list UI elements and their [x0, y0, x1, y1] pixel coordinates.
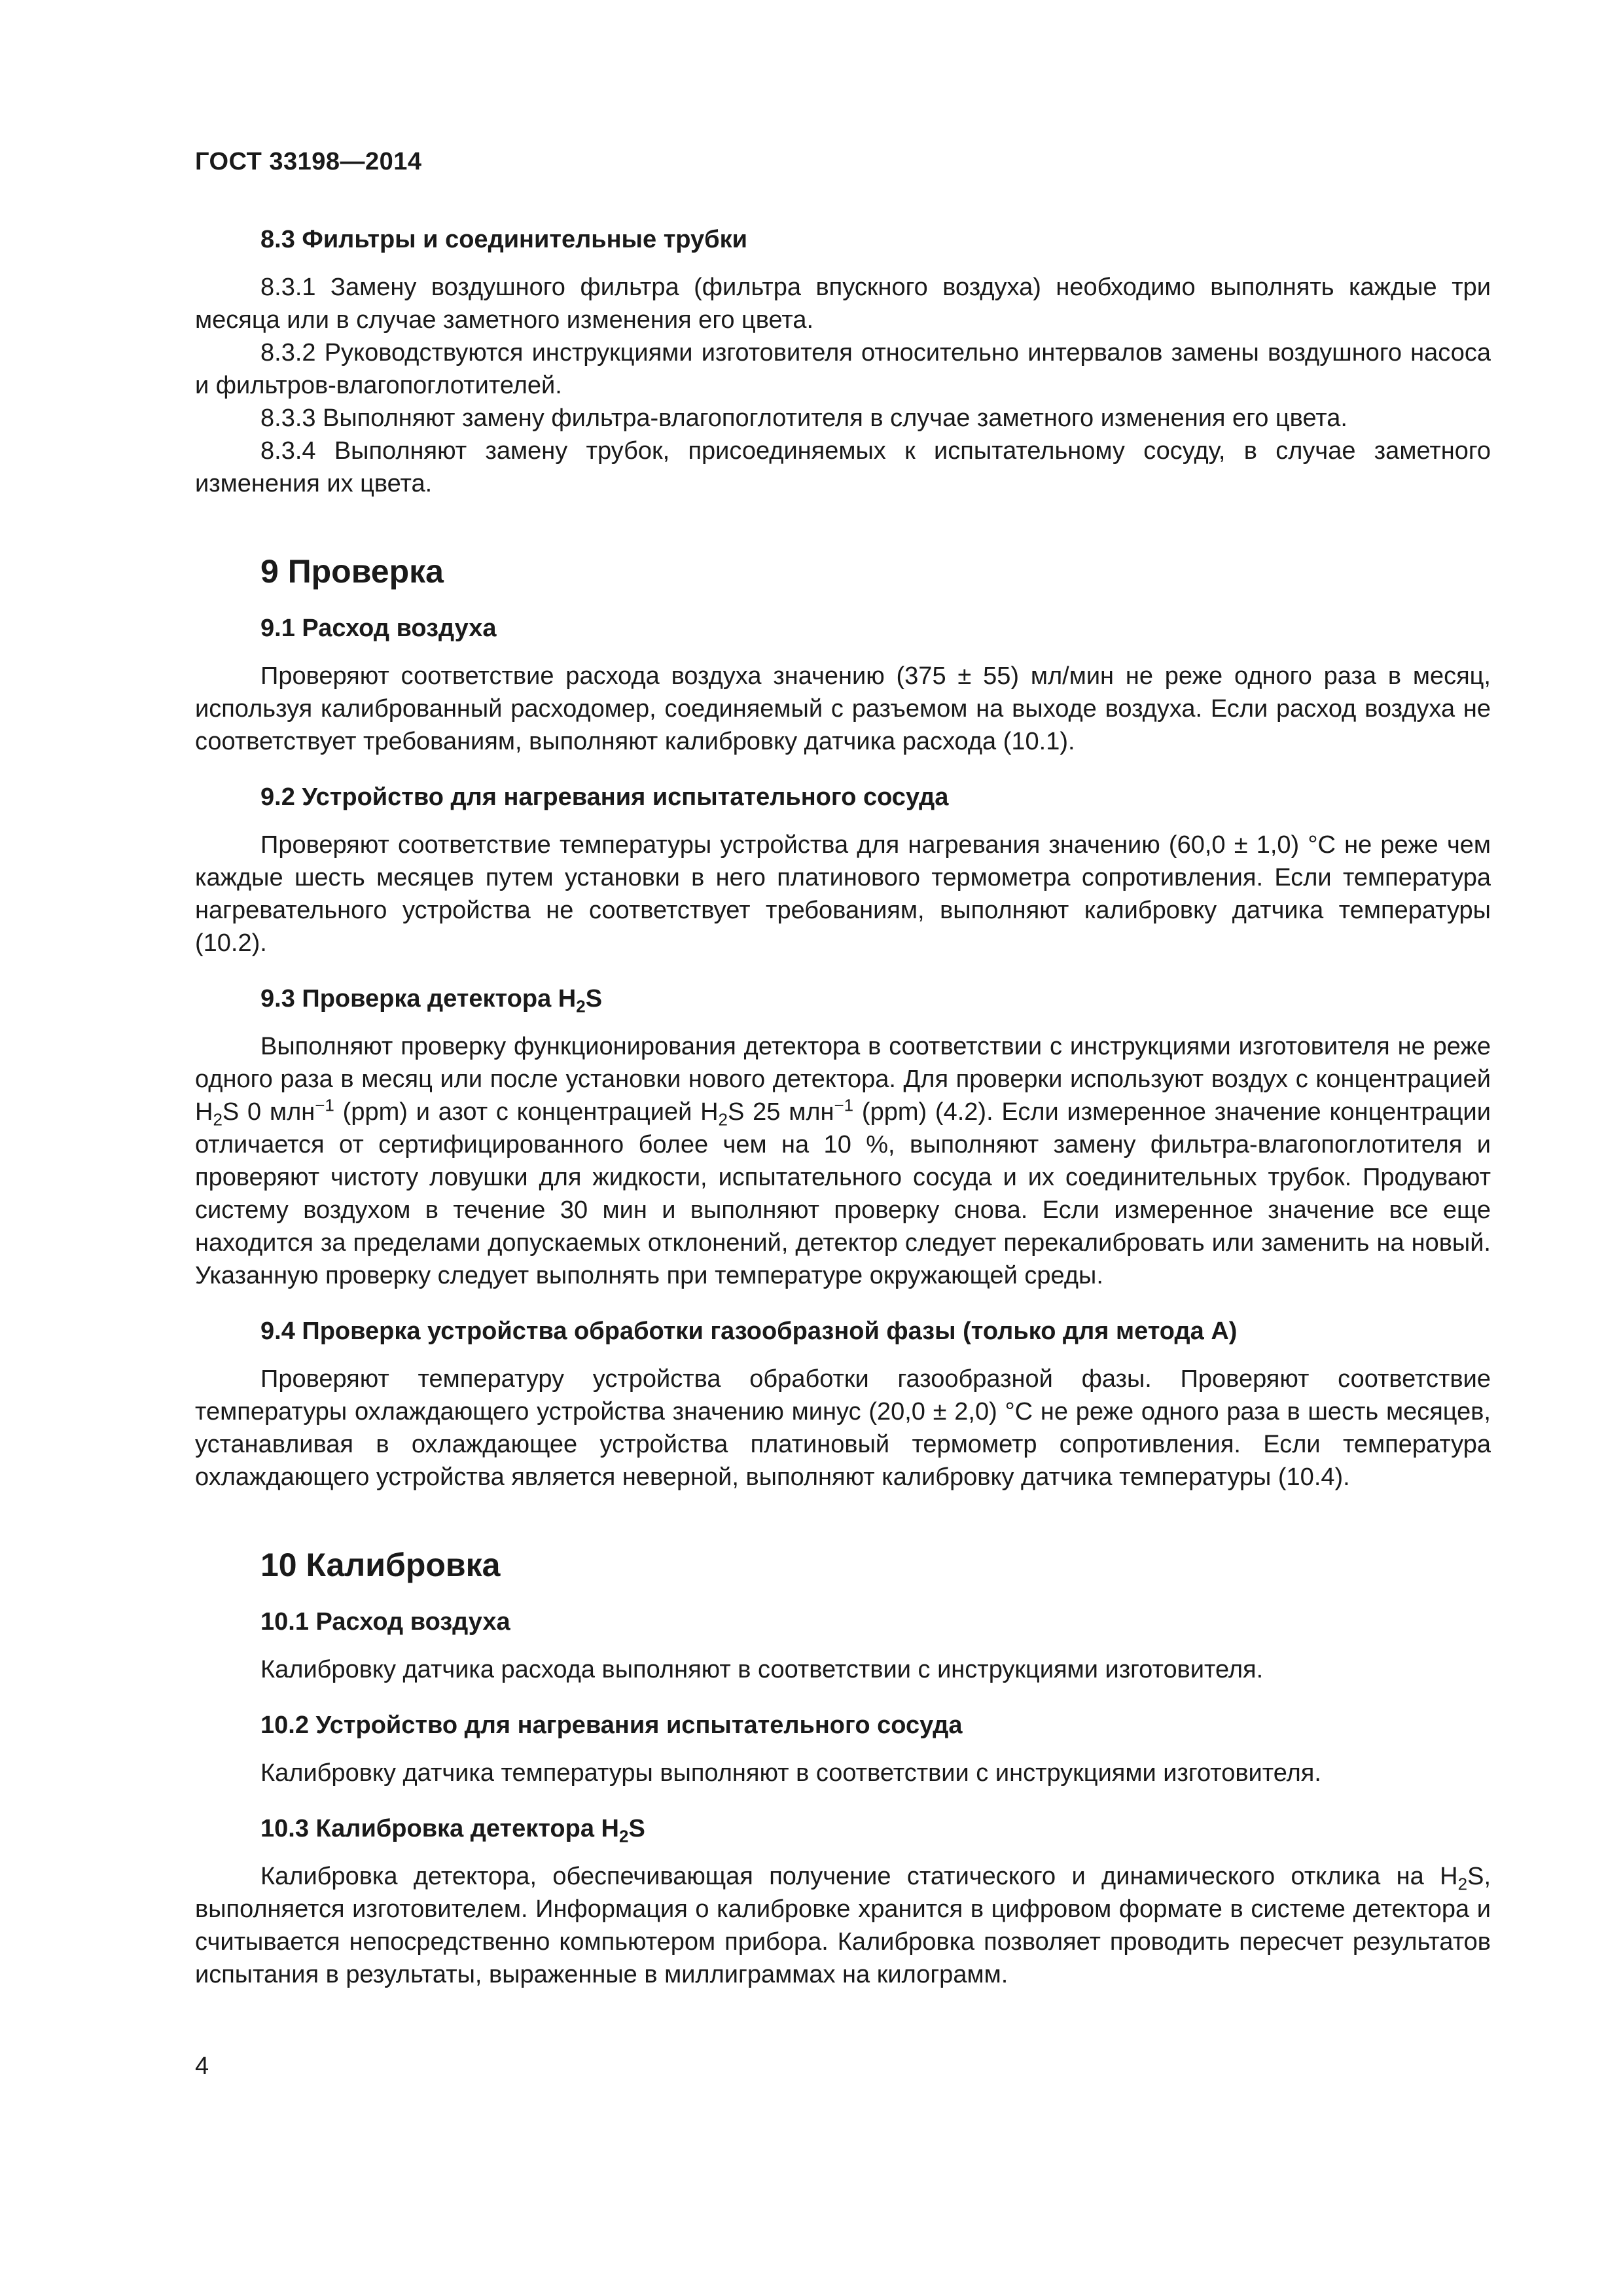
heading-10-3-suffix: S [628, 1815, 645, 1842]
page-number: 4 [195, 2053, 209, 2080]
paragraph-10-2: Калибровку датчика температуры выполняют в соответствии с инструкциями изготовителя. [260, 1759, 1321, 1787]
document-body [195, 223, 1491, 1991]
heading-9-2: 9.2 Устройство для нагревания испытательного сосуда [260, 783, 949, 811]
paragraph-9-3-part-d: S 25 млн [728, 1098, 834, 1126]
paragraph-10-3-sub-1: 2 [1457, 1874, 1468, 1894]
paragraph-9-2: Проверяют соответствие температуры устройства для нагревания значению (60,0 ± 1,0) °С не реже чем каждые шесть месяцев путем установки в него платинового термометра сопротивления. Если температура нагревательного устройства не соответствует требованиям, выполняют калибровку датчика температуры (10.2). [195, 831, 1491, 957]
paragraph-10-1: Калибровку датчика расхода выполняют в соответствии с инструкциями изготовителя. [260, 1656, 1264, 1683]
paragraph-10-3-part-a: Калибровка детектора, обеспечивающая получение статического и динамического отклика на H [260, 1863, 1458, 1890]
heading-9: 9 Проверка [260, 553, 444, 590]
paragraph-9-3-sup-2: −1 [834, 1095, 854, 1115]
paragraph-10-3 [195, 1860, 1491, 1991]
heading-9-3-prefix: 9.3 Проверка детектора H [260, 985, 577, 1013]
paragraph-9-1: Проверяют соответствие расхода воздуха значению (375 ± 55) мл/мин не реже одного раза в месяц, используя калиброванный расходомер, соединяемый с разъемом на выходе воздуха. Если расход воздуха не соответствует требованиям, выполняют калибровку датчика расхода (10.1). [195, 662, 1491, 755]
heading-10-3-subscript: 2 [618, 1826, 629, 1846]
heading-9-3-subscript: 2 [576, 996, 586, 1016]
heading-9-3 [195, 982, 1491, 1016]
heading-10-3 [195, 1812, 1491, 1846]
paragraph-9-3-sub-2: 2 [718, 1109, 728, 1130]
heading-9-4: 9.4 Проверка устройства обработки газообразной фазы (только для метода А) [260, 1318, 1238, 1345]
paragraph-9-4: Проверяют температуру устройства обработки газообразной фазы. Проверяют соответствие температуры охлаждающего устройства значению минус (20,0 ± 2,0) °С не реже одного раза в шесть месяцев, устанавливая в охлаждающее устройства платиновый термометр сопротивления. Если температура охлаждающего устройства является неверной, выполняют калибровку датчика температуры (10.4). [195, 1365, 1491, 1491]
paragraph-9-3-part-c: (ppm) и азот с концентрацией H [334, 1098, 719, 1126]
paragraph-8-3-1: 8.3.1 Замену воздушного фильтра (фильтра впускного воздуха) необходимо выполнять каждые три месяца или в случае заметного изменения его цвета. [195, 274, 1491, 334]
paragraph-9-3-part-b: S 0 млн [222, 1098, 315, 1126]
paragraph-9-3-sub-1: 2 [213, 1109, 223, 1130]
paragraph-9-3-part-e: (ppm) (4.2). Если измеренное значение концентрации отличается от сертифицированного более чем на 10 %, выполняют замену фильтра-влагопоглотителя и проверяют чистоту ловушки для жидкости, испытательного сосуда и их соединительных трубок. Продувают систему воздухом в течение 30 мин и выполняют проверку снова. Если измеренное значение все еще находится за пределами допускаемых отклонений, детектор следует перекалибровать или заменить на новый. Указанную проверку следует выполнять при температуре окружающей среды. [195, 1098, 1491, 1289]
heading-10-1: 10.1 Расход воздуха [260, 1608, 510, 1636]
paragraph-8-3-4: 8.3.4 Выполняют замену трубок, присоединяемых к испытательному сосуду, в случае заметного изменения их цвета. [195, 437, 1491, 497]
document-page [195, 0, 1491, 2296]
paragraph-9-3-part-a: Выполняют проверку функционирования детектора в соответствии с инструкциями изготовителя не реже одного раза в месяц или после установки нового детектора. Для проверки используют воздух с концентрацией H [195, 1033, 1491, 1126]
paragraph-8-3-3: 8.3.3 Выполняют замену фильтра-влагопоглотителя в случае заметного изменения его цвета. [260, 404, 1347, 432]
paragraph-10-3-part-b: S, выполняется изготовителем. Информация о калибровке хранится в цифровом формате в системе детектора и считывается непосредственно компьютером прибора. Калибровка позволяет проводить пересчет результатов испытания в результаты, выраженные в миллиграммах на килограмм. [195, 1863, 1491, 1988]
heading-10: 10 Калибровка [260, 1547, 501, 1583]
paragraph-9-3-sup-1: −1 [315, 1095, 334, 1115]
heading-9-3-suffix: S [585, 985, 603, 1013]
document-code: ГОСТ 33198—2014 [195, 148, 422, 175]
paragraph-9-3 [195, 1030, 1491, 1292]
paragraph-8-3-2: 8.3.2 Руководствуются инструкциями изготовителя относительно интервалов замены воздушного насоса и фильтров-влагопоглотителей. [195, 339, 1491, 399]
heading-8-3: 8.3 Фильтры и соединительные трубки [260, 226, 748, 253]
heading-10-2: 10.2 Устройство для нагревания испытательного сосуда [260, 1712, 963, 1739]
heading-10-3-prefix: 10.3 Калибровка детектора H [260, 1815, 619, 1842]
heading-9-1: 9.1 Расход воздуха [260, 615, 497, 642]
